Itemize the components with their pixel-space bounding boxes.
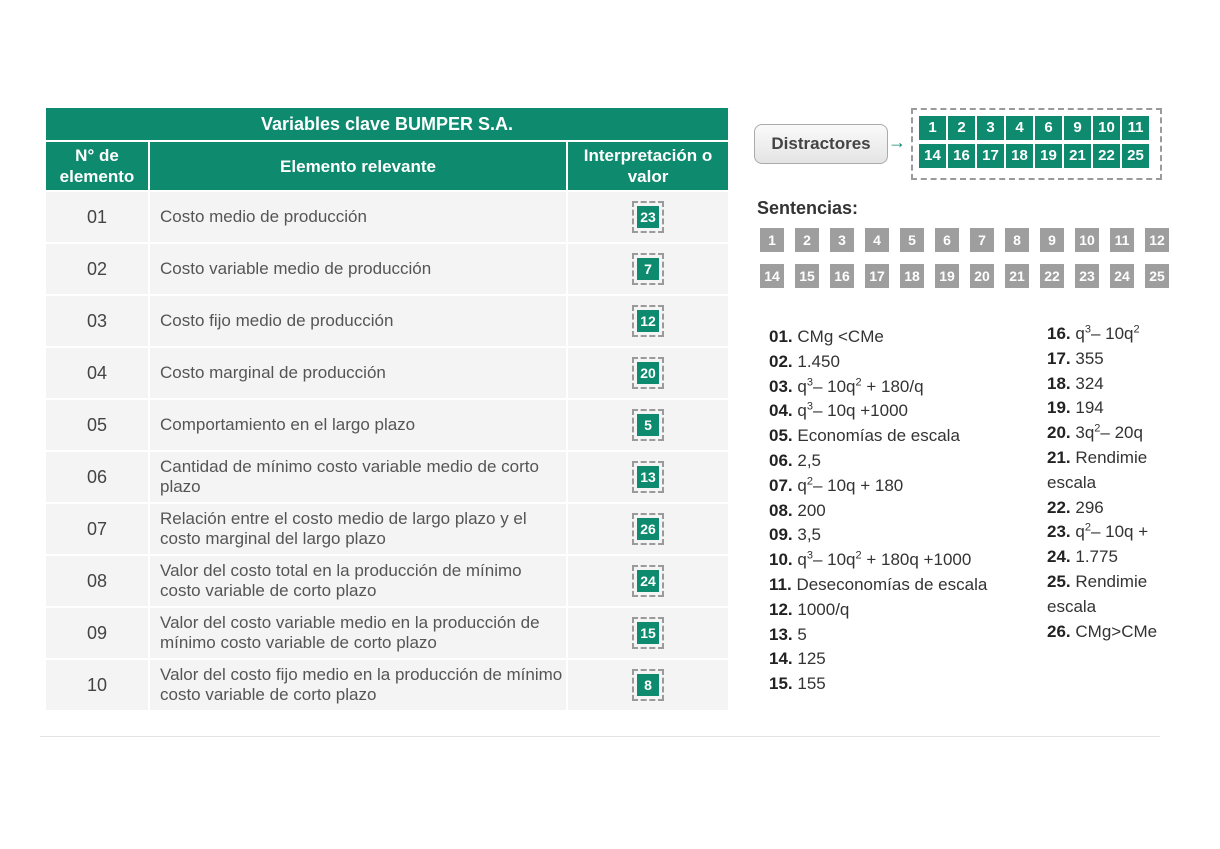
sentence-badge[interactable]: 7 (970, 228, 994, 252)
answer-cell (567, 607, 729, 659)
sentencias-grid (760, 228, 1165, 298)
element-description: Costo medio de producción (149, 191, 567, 243)
column-header-number: N° de elemento (45, 141, 149, 191)
statement-text: 324 (1075, 373, 1104, 393)
distractores-grid (919, 116, 1179, 172)
answer-badge[interactable]: 23 (637, 206, 659, 228)
statement-number: 10. (769, 550, 793, 570)
element-number: 09 (45, 607, 149, 659)
statement-item (769, 672, 1039, 697)
column-header-element: Elemento relevante (149, 141, 567, 191)
answer-cell (567, 243, 729, 295)
sentence-badge[interactable]: 8 (1005, 228, 1029, 252)
statement-number: 13. (769, 624, 793, 644)
statement-number: 08. (769, 500, 793, 520)
statement-item (769, 573, 1039, 598)
sentence-badge[interactable]: 16 (830, 264, 854, 288)
statement-text: 5 (797, 624, 807, 644)
distractor-badge[interactable]: 9 (1064, 116, 1091, 140)
table-row (45, 399, 729, 451)
statement-text-cont: escala (1047, 596, 1097, 616)
answer-cell (567, 399, 729, 451)
element-number: 10 (45, 659, 149, 711)
answer-dropzone[interactable] (632, 305, 664, 337)
element-description: Relación entre el costo medio de largo plazo y el costo marginal del largo plazo (149, 503, 567, 555)
statement-number: 12. (769, 599, 793, 619)
element-description: Valor del costo total en la producción de mínimo costo variable de corto plazo (149, 555, 567, 607)
element-description: Costo fijo medio de producción (149, 295, 567, 347)
element-number: 01 (45, 191, 149, 243)
statement-item (1047, 347, 1160, 372)
table-row (45, 607, 729, 659)
statement-item (769, 647, 1039, 672)
sentence-badge[interactable]: 9 (1040, 228, 1064, 252)
answer-cell (567, 191, 729, 243)
statement-number: 20. (1047, 423, 1071, 443)
statement-number: 11. (769, 574, 792, 594)
statements-column-1 (769, 325, 1039, 697)
statement-number: 15. (769, 674, 793, 694)
element-description: Costo variable medio de producción (149, 243, 567, 295)
answer-dropzone[interactable] (632, 409, 664, 441)
sentence-badge[interactable]: 14 (760, 264, 784, 288)
distractor-badge[interactable]: 3 (977, 116, 1004, 140)
statement-number: 21. (1047, 447, 1071, 467)
statement-item (769, 523, 1039, 548)
element-number: 07 (45, 503, 149, 555)
distractor-badge[interactable]: 14 (919, 144, 946, 168)
answer-badge[interactable]: 13 (637, 466, 659, 488)
answer-dropzone[interactable] (632, 565, 664, 597)
sentence-badge[interactable]: 23 (1075, 264, 1099, 288)
statement-item (1047, 322, 1160, 347)
statement-text: $3q^2-$ 20q (1075, 422, 1143, 443)
sentence-badge[interactable]: 25 (1145, 264, 1169, 288)
element-number: 03 (45, 295, 149, 347)
statement-number: 02. (769, 351, 793, 371)
statement-item (769, 623, 1039, 648)
table-row (45, 451, 729, 503)
statement-text: 2,5 (797, 450, 822, 470)
statement-item (1047, 446, 1160, 496)
distractor-badge[interactable]: 2 (948, 116, 975, 140)
statement-number: 14. (769, 649, 793, 669)
statement-number: 24. (1047, 547, 1071, 567)
statement-text: $q^2-$ 10q + (1075, 521, 1149, 542)
statement-item (769, 350, 1039, 375)
key-variables-table (44, 106, 730, 712)
sentence-badge[interactable]: 5 (900, 228, 924, 252)
statement-text: 1000/q (797, 599, 850, 619)
element-number: 04 (45, 347, 149, 399)
answer-dropzone[interactable] (632, 617, 664, 649)
answer-badge[interactable]: 26 (637, 518, 659, 540)
statement-text: CMg <CMe (797, 327, 884, 346)
distractor-badge[interactable]: 22 (1093, 144, 1120, 168)
distractor-badge[interactable]: 10 (1093, 116, 1120, 140)
table-row (45, 555, 729, 607)
statement-number: 19. (1047, 398, 1071, 418)
distractor-badge[interactable]: 4 (1006, 116, 1033, 140)
answer-dropzone[interactable] (632, 201, 664, 233)
answer-cell (567, 347, 729, 399)
statement-text: 155 (797, 674, 826, 694)
statement-text: $q^3-$ $10q^2 + 180q +1000$ (797, 549, 972, 570)
statement-item (1047, 570, 1160, 620)
statement-text: 3,5 (797, 525, 822, 545)
statement-item (1047, 496, 1160, 521)
distractor-badge[interactable]: 21 (1064, 144, 1091, 168)
sentence-badge[interactable]: 20 (970, 264, 994, 288)
answer-cell (567, 503, 729, 555)
element-description: Valor del costo variable medio en la producción de mínimo costo variable de corto plazo (149, 607, 567, 659)
statement-text: 296 (1075, 497, 1104, 517)
answer-badge[interactable]: 5 (637, 414, 659, 436)
element-number: 06 (45, 451, 149, 503)
sentence-badge[interactable]: 19 (935, 264, 959, 288)
element-description: Valor del costo fijo medio en la producción de mínimo costo variable de corto plazo (149, 659, 567, 711)
statement-number: 06. (769, 450, 793, 470)
statement-item (769, 375, 1039, 400)
sentence-badge[interactable]: 2 (795, 228, 819, 252)
statement-number: 18. (1047, 373, 1071, 393)
element-description: Costo marginal de producción (149, 347, 567, 399)
answer-badge[interactable]: 24 (637, 570, 659, 592)
statement-number: 07. (769, 475, 793, 495)
statement-item (1047, 421, 1160, 446)
distractor-badge[interactable]: 19 (1035, 144, 1062, 168)
statement-text: 355 (1075, 348, 1104, 368)
statement-item (769, 499, 1039, 524)
statement-text: Rendimie (1075, 447, 1148, 467)
distractor-badge[interactable]: 11 (1122, 116, 1149, 140)
statement-text: 194 (1075, 398, 1104, 418)
arrow-right-icon: → (888, 132, 906, 152)
sentence-badge[interactable]: 10 (1075, 228, 1099, 252)
distractor-badge[interactable]: 17 (977, 144, 1004, 168)
sentence-badge[interactable]: 15 (795, 264, 819, 288)
answer-dropzone[interactable] (632, 357, 664, 389)
answer-badge[interactable]: 7 (637, 258, 659, 280)
statement-text: Deseconomías de escala (796, 574, 988, 594)
statement-item (769, 548, 1039, 573)
statement-text: CMg>CMe (1075, 621, 1158, 641)
statement-text-cont: escala (1047, 472, 1097, 492)
statement-number: 23. (1047, 522, 1071, 542)
answer-badge[interactable]: 15 (637, 622, 659, 644)
answer-cell (567, 659, 729, 711)
element-description: Comportamiento en el largo plazo (149, 399, 567, 451)
element-number: 08 (45, 555, 149, 607)
statement-item (1047, 620, 1160, 645)
statement-item (1047, 545, 1160, 570)
answer-cell (567, 451, 729, 503)
statement-number: 09. (769, 525, 793, 545)
answer-dropzone[interactable] (632, 513, 664, 545)
answer-dropzone[interactable] (632, 253, 664, 285)
table-row (45, 243, 729, 295)
sentence-badge[interactable]: 11 (1110, 228, 1134, 252)
answer-badge[interactable]: 20 (637, 362, 659, 384)
answer-cell (567, 295, 729, 347)
statement-item (769, 424, 1039, 449)
table-row (45, 191, 729, 243)
statement-text: $q^2-$ 10q + 180 (797, 475, 904, 495)
statement-item (769, 325, 1039, 350)
statement-item (769, 449, 1039, 474)
sentence-badge[interactable]: 22 (1040, 264, 1064, 288)
statement-item (1047, 520, 1160, 545)
sentence-badge[interactable]: 17 (865, 264, 889, 288)
sentence-badge[interactable]: 3 (830, 228, 854, 252)
statement-item (769, 399, 1039, 424)
element-description: Cantidad de mínimo costo variable medio de corto plazo (149, 451, 567, 503)
statement-number: 26. (1047, 621, 1071, 641)
distractor-badge[interactable]: 6 (1035, 116, 1062, 140)
statement-number: 01. (769, 327, 793, 346)
statement-number: 17. (1047, 348, 1071, 368)
table-row (45, 659, 729, 711)
statement-item (1047, 372, 1160, 397)
statement-text: 125 (797, 649, 826, 669)
table-body (45, 191, 729, 711)
sentence-badge[interactable]: 21 (1005, 264, 1029, 288)
answer-badge[interactable]: 8 (637, 674, 659, 696)
answer-cell (567, 555, 729, 607)
statement-number: 25. (1047, 571, 1071, 591)
answer-dropzone[interactable] (632, 669, 664, 701)
table-title: Variables clave BUMPER S.A. (45, 107, 729, 141)
statement-text: $q^3-$ $10q^2$ (1075, 323, 1140, 343)
sentencias-title: Sentencias: (757, 198, 859, 218)
statement-number: 22. (1047, 497, 1071, 517)
answer-badge[interactable]: 12 (637, 310, 659, 332)
statement-text: $q^3-$ 10q +1000 (797, 400, 908, 421)
distractor-badge[interactable]: 18 (1006, 144, 1033, 168)
distractores-button[interactable]: Distractores (754, 124, 888, 164)
statement-item (1047, 396, 1160, 421)
statement-text: Economías de escala (797, 426, 960, 446)
statement-number: 16. (1047, 324, 1071, 343)
distractor-badge[interactable]: 25 (1122, 144, 1149, 168)
statement-text: Rendimie (1075, 571, 1148, 591)
distractor-badge[interactable]: 16 (948, 144, 975, 168)
statement-item (769, 598, 1039, 623)
statement-number: 04. (769, 401, 793, 421)
sentence-badge[interactable]: 24 (1110, 264, 1134, 288)
sentence-badge[interactable]: 12 (1145, 228, 1169, 252)
divider (40, 736, 1160, 737)
statement-text: 200 (797, 500, 826, 520)
table-row (45, 503, 729, 555)
statement-number: 05. (769, 426, 793, 446)
element-number: 05 (45, 399, 149, 451)
statement-item (769, 474, 1039, 499)
statement-text: $q^3-$ $10q^2 + 180/q$ (797, 375, 924, 396)
element-number: 02 (45, 243, 149, 295)
statement-text: 1.450 (797, 351, 840, 371)
table-row (45, 347, 729, 399)
column-header-value: Interpretación o valor (567, 141, 729, 191)
sentence-badge[interactable]: 6 (935, 228, 959, 252)
distractores-panel (911, 108, 1162, 180)
answer-dropzone[interactable] (632, 461, 664, 493)
statements-column-2 (1047, 322, 1160, 644)
sentence-badge[interactable]: 4 (865, 228, 889, 252)
table-row (45, 295, 729, 347)
statement-number: 03. (769, 376, 793, 396)
sentence-badge[interactable]: 18 (900, 264, 924, 288)
distractor-badge[interactable]: 1 (919, 116, 946, 140)
sentence-badge[interactable]: 1 (760, 228, 784, 252)
statement-text: 1.775 (1075, 547, 1118, 567)
